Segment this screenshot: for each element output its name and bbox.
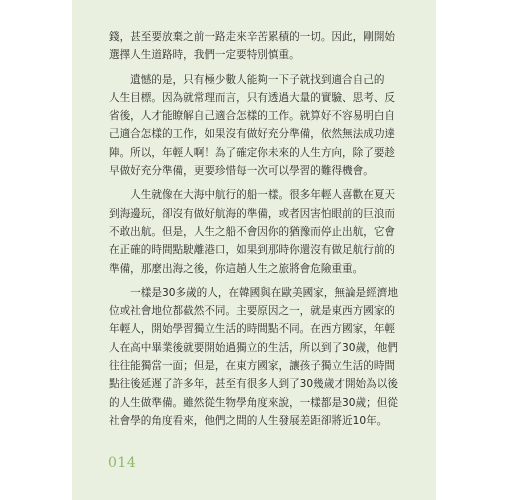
paragraph-1: 錢，甚至要放棄之前一路走來辛苦累積的一切。因此，剛開始 選擇人生道路時，我們一定要特別慎重。 [109, 31, 396, 62]
body-text [109, 28, 401, 430]
paragraph-3: 人生就像在大海中航行的船一樣。很多年輕人喜歡在夏天 到海邊玩，卻沒有做好航海的準備，或者因害怕眼前的巨浪而 不敢出航。但是，人生之船不會因你的猶豫而停止出航，它會 在正確的時間點駛離港口，如果到那時你還沒有做足航行前的 準備，那麼出海之後，你這趟人生之旅將會危險重重。 [109, 189, 396, 275]
paragraph-4: 一樣是30多歲的人，在韓國與在歐美國家，無論是經濟地 位或社會地位都截然不同。主要原因之一，就是東西方國家的 年輕人，開始學習獨立生活的時間點不同。在西方國家，年輕 人在高中畢業後就要開始過獨立的生活，所以到了30歲，他們 往往能獨當一面；但是，在東方國家，讓孩子獨立生活的時間 點往後延遲了許多年，甚至有很多人到了30幾歲才開始為以後 的人生做準備。雖然從生物學角度來說，一樣都是30歲；但從 社會學的角度看來，他們之間的人生發展差距卻將近10年。 [109, 286, 398, 427]
book-page [72, 0, 436, 500]
paragraph-2: 遺憾的是，只有極少數人能夠一下子就找到適合自己的 人生目標。因為就常理而言，只有透過大量的實驗、思考、反 省後，人才能瞭解自己適合怎樣的工作。就算好不容易明白自 己適合怎樣的工作，如果沒有做好充分準備，依然無法成功達 陣。所以，年輕人啊！為了確定你未來的人生方向，除了要趁 早做好充分準備，更要珍惜每一次可以學習的難得機會。 [109, 73, 396, 178]
page-number: 014 [108, 455, 137, 471]
